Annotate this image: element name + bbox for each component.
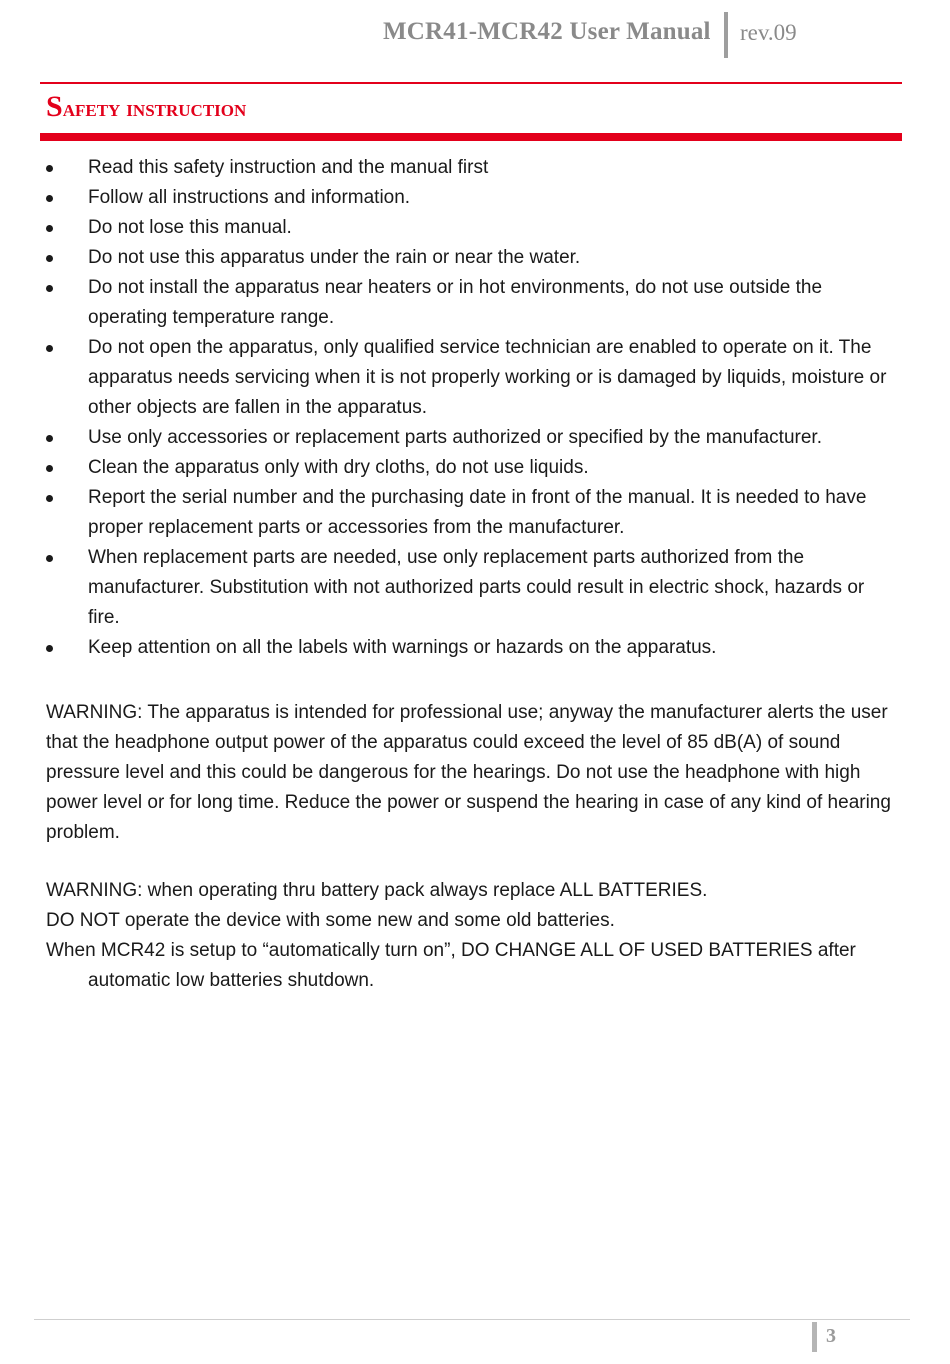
safety-bullet-list <box>46 153 898 663</box>
footer-separator <box>812 1322 817 1352</box>
list-item-text: Do not install the apparatus near heaters or in hot environments, do not use outside the operating temperature range. <box>88 277 823 328</box>
section-rule <box>40 133 902 141</box>
page-number: 3 <box>826 1325 836 1347</box>
list-item <box>46 453 898 483</box>
list-item <box>46 483 898 543</box>
list-item <box>46 183 898 213</box>
section-title-initial: S <box>46 90 63 123</box>
headphone-warning-paragraph: WARNING: The apparatus is intended for professional use; anyway the manufacturer alerts the user that the headphone output power of the apparatus could exceed the level of 85 dB(A) of sound pressure level and this could be dangerous for the hearings. Do not use the headphone with high power level or for long time. Reduce the power or suspend the hearing in case of any kind of hearing problem. <box>46 702 891 843</box>
list-item-text: Report the serial number and the purchasing date in front of the manual. It is needed to have proper replacement parts or accessories from the manufacturer. <box>88 487 867 538</box>
list-item-text: When replacement parts are needed, use only replacement parts authorized from the manufacturer. Substitution with not authorized parts could result in electric shock, hazards or fire. <box>88 547 865 628</box>
list-item <box>46 543 898 633</box>
list-item-text: Use only accessories or replacement parts authorized or specified by the manufacturer. <box>88 427 822 448</box>
bullet-icon <box>46 645 53 652</box>
footer-rule <box>34 1319 910 1320</box>
bullet-icon <box>46 555 53 562</box>
bullet-icon <box>46 255 53 262</box>
battery-warning-line: DO NOT operate the device with some new and some old batteries. <box>46 910 615 931</box>
list-item <box>46 243 898 273</box>
bullet-icon <box>46 435 53 442</box>
section-title-rest: afety instruction <box>62 96 247 122</box>
section-title <box>46 90 246 124</box>
list-item-text: Do not lose this manual. <box>88 217 292 238</box>
bullet-icon <box>46 225 53 232</box>
list-item-text: Do not open the apparatus, only qualified service technician are enabled to operate on it. The apparatus needs servicing when it is not properly working or is damaged by liquids, moisture or other objects are fallen in the apparatus. <box>88 337 887 418</box>
bullet-icon <box>46 495 53 502</box>
list-item-text: Keep attention on all the labels with warnings or hazards on the apparatus. <box>88 637 717 658</box>
battery-warning-block <box>46 876 898 996</box>
bullet-icon <box>46 195 53 202</box>
bullet-icon <box>46 465 53 472</box>
header-separator <box>724 12 728 58</box>
list-item <box>46 333 898 423</box>
header-rule <box>40 82 902 84</box>
document-title: MCR41-MCR42 User Manual <box>383 18 711 45</box>
battery-warning-line: WARNING: when operating thru battery pack always replace ALL BATTERIES. <box>46 880 708 901</box>
list-item-text: Do not use this apparatus under the rain or near the water. <box>88 247 581 268</box>
list-item-text: Read this safety instruction and the manual first <box>88 157 489 178</box>
list-item <box>46 273 898 333</box>
battery-warning-line: When MCR42 is setup to “automatically turn on”, DO CHANGE ALL OF USED BATTERIES after automatic low batteries shutdown. <box>46 940 856 991</box>
revision-label: rev.09 <box>740 20 797 45</box>
bullet-icon <box>46 165 53 172</box>
list-item <box>46 633 898 663</box>
bullet-icon <box>46 285 53 292</box>
list-item <box>46 423 898 453</box>
bullet-icon <box>46 345 53 352</box>
list-item <box>46 213 898 243</box>
list-item-text: Clean the apparatus only with dry cloths, do not use liquids. <box>88 457 589 478</box>
list-item <box>46 153 898 183</box>
list-item-text: Follow all instructions and information. <box>88 187 411 208</box>
